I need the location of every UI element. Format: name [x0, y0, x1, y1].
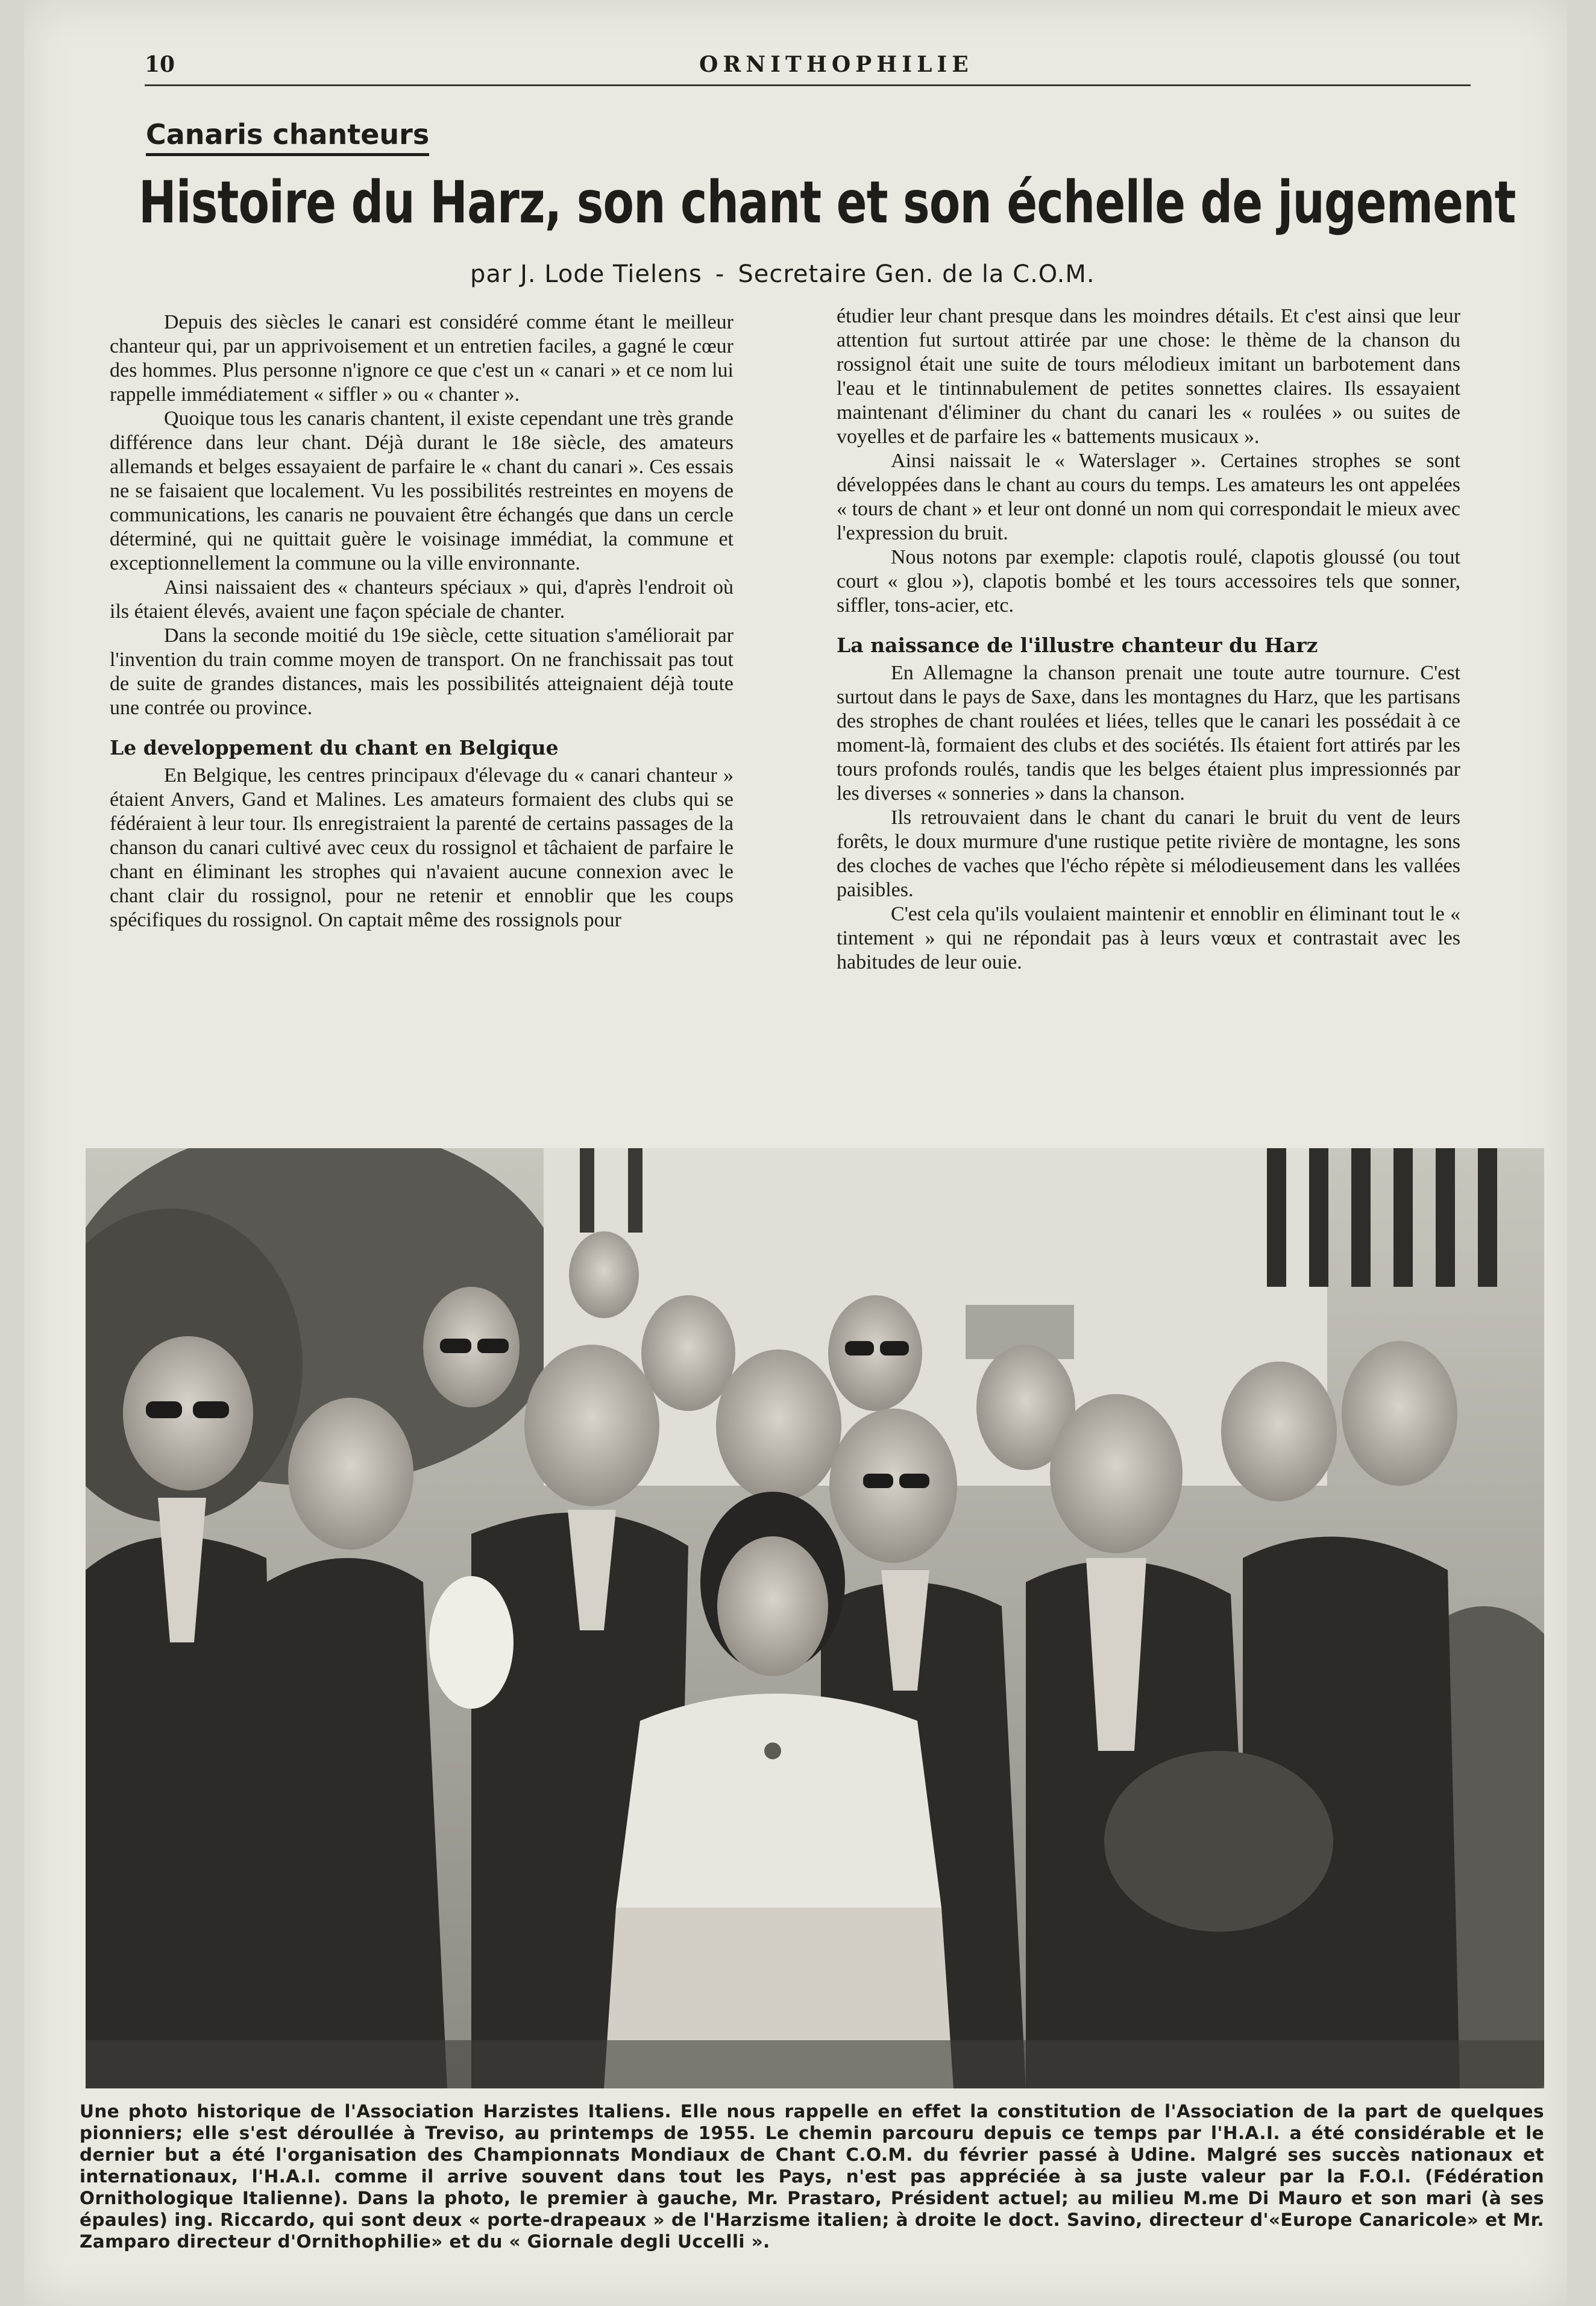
article-column-left: [110, 310, 734, 932]
byline-author: par J. Lode Tielens: [470, 260, 702, 288]
journal-title: ORNITHOPHILIE: [699, 52, 973, 77]
photo-caption: Une photo historique de l'Association Harzistes Italiens. Elle nous rappelle en effet la constitution de l'Association de la part de quelques pionniers; elle s'est déroullée à Treviso, au printemps de 1955. Le chemin parcouru depuis ce temps par l'H.A.I. a été considérable et le dernier but a été l'organisation des Championnats Mondiaux de Chant C.O.M. du février passé à Udine. Malgré ses succès nationaux et internationaux, l'H.A.I. comme il arrive souvent dans tout les Pays, n'est pas appréciée à sa juste valeur par la F.O.I. (Fédération Ornithologique Italienne). Dans la photo, le premier à gauche, Mr. Prastaro, Président actuel; au milieu M.me Di Mauro et son mari (à ses épaules) ing. Riccardo, qui sont deux « porte-drapeaux » de l'Harzisme italien; à droite le doct. Savino, directeur d'«Europe Canaricole» et Mr. Zamparo directeur d'Ornithophilie» et du « Giornale degli Uccelli ».: [80, 2101, 1544, 2252]
subheading-belgique: Le developpement du chant en Belgique: [110, 736, 559, 759]
paragraph: En Belgique, les centres principaux d'élevage du « canari chanteur » étaient Anvers, Gand et Malines. Les amateurs formaient des clubs qui se fédéraient à leur tour. Ils enregistraient la parenté de certains passages de la chanson du canari cultivé avec ceux du rossignol et tâchaient de parfaire le chant en éliminant les strophes qui n'avaient aucune connexion avec le chant clair du rossignol, pour ne retenir et ennoblir que les coups spécifiques du rossignol. On captait même des rossignols pour: [110, 764, 734, 931]
article-column-right: [837, 304, 1460, 975]
byline-separator: -: [715, 260, 725, 288]
group-photo: [86, 1148, 1544, 2088]
paragraph: Nous notons par exemple: clapotis roulé, clapotis gloussé (ou tout court « glou »), clapotis bombé et les tours accessoires tels que sonner, siffler, tons-acier, etc.: [837, 546, 1460, 617]
page-header: [145, 48, 1471, 86]
paragraph: Dans la seconde moitié du 19e siècle, cette situation s'améliorait par l'invention du train comme moyen de transport. On ne franchissait pas tout de suite de grandes distances, mais les possibilités atteignaient déjà toute une contrée ou province.: [110, 624, 734, 719]
paragraph: Ainsi naissaient des « chanteurs spéciaux » qui, d'après l'endroit où ils étaient élevés, avaient une façon spéciale de chanter.: [110, 576, 734, 623]
paragraph: En Allemagne la chanson prenait une toute autre tournure. C'est surtout dans le pays de Saxe, dans les montagnes du Harz, que les partisans des strophes de chant roulées et liées, telles que le canari les possédait à ce moment-là, formaient des clubs et des sociétés. Ils étaient fort attirés par les tours profonds roulés, tandis que les belges étaient plus impressionnés par les diverses « sonneries » dans la chanson.: [837, 662, 1460, 805]
paragraph: Depuis des siècles le canari est considéré comme étant le meilleur chanteur qui, par un apprivoisement et un entretien faciles, a gagné le cœur des hommes. Plus personne n'ignore ce que c'est un « canari » et ce nom lui rappelle immédiatement « siffler » ou « chanter ».: [110, 311, 734, 406]
magazine-page: [24, 0, 1567, 2306]
paragraph: Quoique tous les canaris chantent, il existe cependant une très grande différence dans leur chant. Déjà durant le 18e siècle, des amateurs allemands et belges essayaient de parfaire le « chant du canari ». Ces essais ne se faisaient que localement. Vu les possibilités restreintes en moyens de communications, les canaris ne pouvaient être échangés que dans un cercle déterminé, qui ne quittait guère le voisinage immédiat, la commune et exceptionnellement la commune ou la ville environnante.: [110, 407, 734, 574]
subheading-harz: La naissance de l'illustre chanteur du Harz: [837, 633, 1318, 657]
paragraph: Ils retrouvaient dans le chant du canari le bruit du vent de leurs forêts, le doux murmure d'une rustique petite rivière de montagne, les sons des cloches de vaches que l'écho répète si mélodieusement dans les vallées paisibles.: [837, 806, 1460, 901]
article-headline: Histoire du Harz, son chant et son échelle de jugement: [139, 169, 1516, 236]
byline: [470, 260, 1095, 288]
page-number: 10: [145, 52, 175, 77]
section-label: Canaris chanteurs: [146, 118, 429, 156]
paragraph: étudier leur chant presque dans les moindres détails. Et c'est ainsi que leur attention fut surtout attirée par une chose: le thème de la chanson du rossignol était une suite de tours mélodieux imitant un barbotement dans l'eau et le tintinnabulement de petites sonnettes claires. Ils essayaient maintenant d'éliminer du chant du canari les « roulées » ou suites de voyelles et de parfaire les « battements musicaux ».: [837, 305, 1460, 448]
byline-role: Secretaire Gen. de la C.O.M.: [738, 260, 1095, 288]
paragraph: Ainsi naissait le « Waterslager ». Certaines strophes se sont développées dans le chant au cours du temps. Les amateurs les ont appelées « tours de chant » et leur ont donné un nom qui correspondait le mieux avec l'expression du bruit.: [837, 450, 1460, 544]
group-photo-illustration: [86, 1148, 1544, 2088]
paragraph: C'est cela qu'ils voulaient maintenir et ennoblir en éliminant tout le « tintement » qui ne répondait pas à leurs vœux et contrastait avec les habitudes de leur ouie.: [837, 903, 1460, 973]
